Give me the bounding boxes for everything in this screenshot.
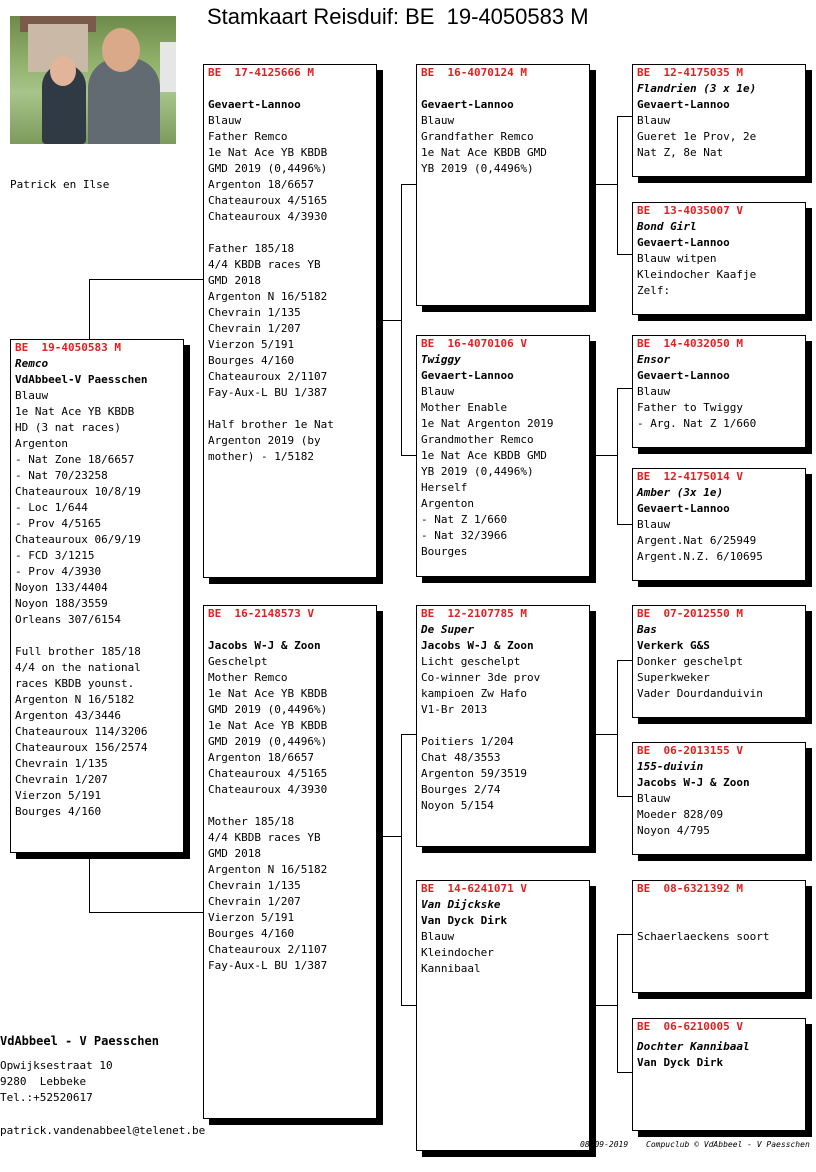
ring-number: BE 16-4070106 V [421,337,527,350]
connector-line [401,734,402,1005]
breeder-name: Jacobs W-J & Zoon [208,639,321,652]
pigeon-name: Bond Girl [637,220,697,233]
connector-line [617,116,618,254]
pigeon-details: Schaerlaeckens soort [637,930,770,943]
connector-line [617,796,632,797]
pigeon-details: Blauw Argent.Nat 6/25949 Argent.N.Z. 6/10695 [637,518,763,563]
connector-line [401,184,402,455]
pigeon-details: Blauw Kleindocher Kannibaal [421,930,494,975]
pigeon-card-mfm [632,742,806,855]
pigeon-details: Blauw Father Remco 1e Nat Ace YB KBDB GMD 2019 (0,4496%) Argenton 18/6657 Chateauroux 4/5165 Chateauroux 4/3930 Father 185/18 4/4 KBDB races YB GMD 2018 Argenton N 16/5182 Chevrain 1/135 Chevrain 1/207 Vierzon 5/191 Bourges 4/160 Chateauroux 2/1107 Fay-Aux-L BU 1/387 Half brother 1e Nat Argenton 2019 (by mother) - 1/5182 [208,114,334,463]
connector-line [401,455,416,456]
breeder-name: Gevaert-Lannoo [637,236,730,249]
connector-line [617,660,618,796]
pigeon-card-fff [632,64,806,177]
pigeon-card-maternal-grandmother [416,880,590,1151]
connector-line [89,854,90,912]
connector-line [401,1005,416,1006]
pigeon-details: Blauw 1e Nat Ace YB KBDB HD (3 nat races) Argenton - Nat Zone 18/6657 - Nat 70/23258 Chateauroux 10/8/19 - Loc 1/644 - Prov 4/5165 Chateauroux 06/9/19 - FCD 3/1215 - Prov 4/3930 Noyon 133/4404 Noyon 188/3559 Orleans 307/6154 Full brother 185/18 4/4 on the national races KBDB younst. Argenton N 16/5182 Argenton 43/3446 Chateauroux 114/3206 Chateauroux 156/2574 Chevrain 1/135 Chevrain 1/207 Vierzon 5/191 Bourges 4/160 [15,389,148,818]
ring-number: BE 06-6210005 V [637,1020,743,1033]
connector-line [89,912,204,913]
connector-line [596,455,617,456]
connector-line [617,388,618,524]
owner-photo [10,16,176,144]
pigeon-details: Donker geschelpt Superkweker Vader Dourdanduivin [637,655,763,700]
breeder-name: Gevaert-Lannoo [208,98,301,111]
connector-line [617,116,632,117]
ring-number: BE 12-4175014 V [637,470,743,483]
pigeon-name: De Super [421,623,474,636]
breeder-name: Verkerk G&S [637,639,710,652]
ring-number: BE 14-4032050 M [637,337,743,350]
pigeon-card-mmm [632,1018,806,1131]
pigeon-name: Remco [15,357,49,370]
copyright: Compuclub © VdAbbeel - V Paesschen [646,1140,810,1149]
connector-line [617,660,632,661]
ring-number: BE 07-2012550 M [637,607,743,620]
pigeon-card-paternal-grandfather [416,64,590,306]
breeder-name: Gevaert-Lannoo [421,98,514,111]
pigeon-details: Geschelpt Mother Remco 1e Nat Ace YB KBDB GMD 2019 (0,4496%) 1e Nat Ace YB KBDB GMD 2019 (0,4496%) Argenton 18/6657 Chateauroux 4/5165 Chateauroux 4/3930 Mother 185/18 4/4 KBDB races YB GMD 2018 Argenton N 16/5182 Chevrain 1/135 Chevrain 1/207 Vierzon 5/191 Bourges 4/160 Chateauroux 2/1107 Fay-Aux-L BU 1/387 [208,655,328,972]
loft-email: patrick.vandenabbeel@telenet.be [0,1124,206,1137]
breeder-name: Gevaert-Lannoo [637,502,730,515]
connector-line [596,1005,617,1006]
connector-line [617,934,632,935]
ring-number: BE 12-4175035 M [637,66,743,79]
connector-line [617,254,632,255]
connector-line [617,934,618,1072]
pigeon-name: Ensor [637,353,671,366]
pigeon-card-father [203,64,377,578]
connector-line [596,184,617,185]
breeder-name: Gevaert-Lannoo [421,369,514,382]
ring-number: BE 06-2013155 V [637,744,743,757]
pigeon-details: Blauw Grandfather Remco 1e Nat Ace KBDB GMD YB 2019 (0,4496%) [421,114,547,175]
pigeon-details: Blauw Gueret 1e Prov, 2e Nat Z, 8e Nat [637,114,757,159]
connector-line [617,524,632,525]
photo-caption: Patrick en Ilse [10,178,110,191]
pigeon-name: Twiggy [421,353,461,366]
connector-line [401,734,416,735]
ring-number: BE 13-4035007 V [637,204,743,217]
breeder-name: Van Dyck Dirk [421,914,508,927]
pigeon-name: Dochter Kannibaal [637,1040,750,1053]
pigeon-card-subject [10,339,184,853]
ring-number: BE 16-4070124 M [421,66,527,79]
connector-line [89,279,90,340]
pigeon-details: Blauw Father to Twiggy - Arg. Nat Z 1/660 [637,385,757,430]
connector-line [382,320,401,321]
connector-line [382,836,401,837]
pigeon-name: 155-duivin [637,760,704,773]
pigeon-details: Blauw Mother Enable 1e Nat Argenton 2019 Grandmother Remco 1e Nat Ace KBDB GMD YB 2019 (0,4496%) Herself Argenton - Nat Z 1/660 - Nat 32/3966 Bourges [421,385,554,558]
ring-number: BE 08-6321392 M [637,882,743,895]
loft-address: Opwijksestraat 10 9280 Lebbeke Tel.:+52520617 [0,1059,113,1104]
ring-number: BE 16-2148573 V [208,607,314,620]
page-title: Stamkaart Reisduif: BE 19-4050583 M [207,4,589,29]
pigeon-card-fmf [632,335,806,448]
ring-number: BE 14-6241071 V [421,882,527,895]
breeder-name: Gevaert-Lannoo [637,369,730,382]
breeder-name: Jacobs W-J & Zoon [637,776,750,789]
ring-number: BE 12-2107785 M [421,607,527,620]
pigeon-card-paternal-grandmother [416,335,590,577]
pigeon-name: Flandrien (3 x 1e) [637,82,757,95]
breeder-name: Van Dyck Dirk [637,1056,724,1069]
loft-name: VdAbbeel - V Paesschen [0,1034,159,1048]
breeder-name: VdAbbeel-V Paesschen [15,373,148,386]
breeder-name: Jacobs W-J & Zoon [421,639,534,652]
ring-number: BE 19-4050583 M [15,341,121,354]
breeder-name: Gevaert-Lannoo [637,98,730,111]
pigeon-card-mff [632,605,806,718]
pigeon-card-mother [203,605,377,1119]
pigeon-card-fmm [632,468,806,581]
connector-line [596,734,617,735]
pigeon-name: Bas [637,623,657,636]
pigeon-card-mmf [632,880,806,993]
pigeon-name: Amber (3x 1e) [637,486,724,499]
ring-number: BE 17-4125666 M [208,66,314,79]
pigeon-card-maternal-grandfather [416,605,590,847]
connector-line [617,1072,632,1073]
pigeon-name: Van Dijckske [421,898,501,911]
connector-line [617,388,632,389]
connector-line [401,184,416,185]
pigeon-card-ffm [632,202,806,315]
pigeon-details: Licht geschelpt Co-winner 3de prov kampioen Zw Hafo V1-Br 2013 Poitiers 1/204 Chat 48/3553 Argenton 59/3519 Bourges 2/74 Noyon 5/154 [421,655,541,812]
print-date: 08-09-2019 [580,1140,629,1149]
pigeon-details: Blauw witpen Kleindocher Kaafje Zelf: [637,252,757,297]
connector-line [89,279,204,280]
pigeon-details: Blauw Moeder 828/09 Noyon 4/795 [637,792,724,837]
